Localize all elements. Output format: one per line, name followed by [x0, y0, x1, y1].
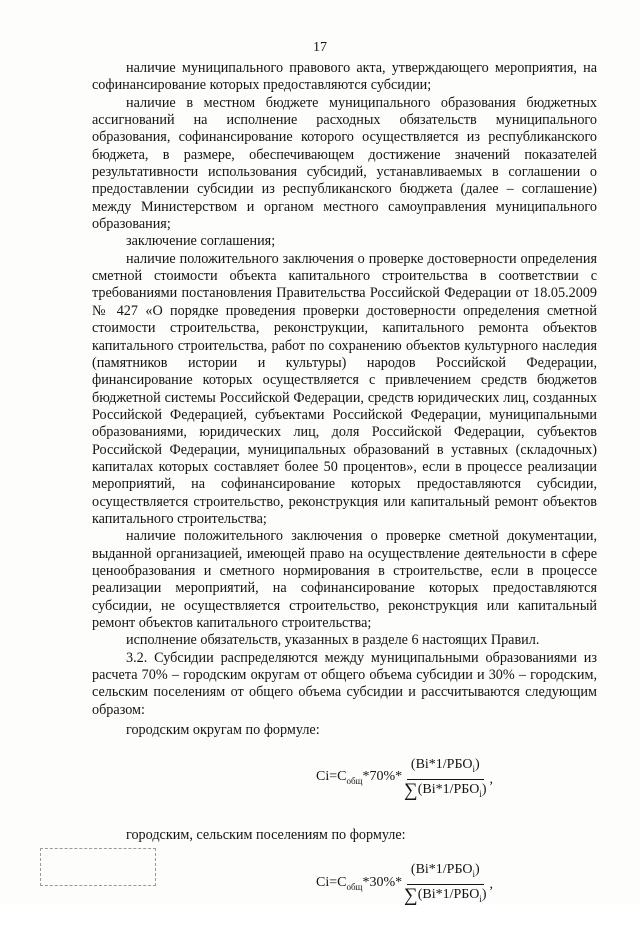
paragraph: исполнение обязательств, указанных в разделе 6 настоящих Правил.: [126, 632, 540, 649]
formula-urban-districts: $Ci=C_{общ}*70\%*$ $\frac{(Bi*1/РБО_i)}{\sum(Bi*1/РБО_i)}$ ,: [92, 753, 597, 805]
formula1-denominator: $\sum(Bi*1/РБО_i)$: [404, 779, 487, 801]
paragraph: наличие положительного заключения о проверке сметной документации, выданной организацией, имеющей право на осуществление деятельности в сфере ценообразования и сметного нормирования в строительстве, если в процессе реализации мероприятий, на софинансирование которых предоставляются субсидии, не осуществляется строительство, реконструкция или капитальный ремонт объектов капитального строительства;: [92, 528, 597, 631]
formula2-label: городским, сельским поселениям по формуле:: [126, 827, 406, 844]
formula-settlements: $Ci=C_{общ}*30\%*$ $\frac{(Bi*1/РБО_i)}{\sum(Bi*1/РБО_i)}$ ,: [92, 859, 597, 911]
formula1-numerator: $(Bi*1/РБО_i)$: [407, 756, 484, 780]
faded-stamp: [40, 848, 156, 886]
formula1-lhs: $Ci=C_{общ}*70\%*$: [315, 769, 403, 787]
formula2-lhs: $Ci=C_{общ}*30\%*$: [315, 874, 403, 892]
document-body: [92, 60, 597, 933]
formula2-numerator: $(Bi*1/РБО_i)$: [407, 861, 484, 885]
paragraph: заключение соглашения;: [126, 233, 276, 250]
formula2-fraction: [404, 861, 486, 908]
formula1-label: городским округам по формуле:: [126, 722, 320, 739]
paragraph: 3.2. Субсидии распределяются между муниципальными образованиями из расчета 70% – городским округам от общего объема субсидии и 30% – городским, сельским поселениям от общего объема субсидии и рассчитываются следующим образом:: [92, 649, 597, 718]
formula1-fraction: [404, 756, 486, 803]
page-number: 17: [313, 40, 327, 55]
paragraph: наличие муниципального правового акта, утверждающего мероприятия, на софинансирование которых предоставляются субсидии;: [92, 60, 597, 94]
paragraph: наличие положительного заключения о проверке достоверности определения сметной стоимости объекта капитального строительства в соответствии с требованиями постановления Правительства Российской Федерации от 18.05.2009 № 427 «О порядке проведения проверки достоверности определения сметной стоимости строительства, реконструкции, капитального ремонта объектов капитального строительства, работ по сохранению объектов культурного наследия (памятников истории и культуры) народов Российской Федерации, финансирование которых осуществляется с привлечением средств бюджетов бюджетной системы Российской Федерации, средств юридических лиц, созданных Российской Федерацией, субъектами Российской Федерации, муниципальными образованиями, юридических лиц, доля Российской Федерации, субъектов Российской Федерации, муниципальных образований в уставных (складочных) капиталах которых составляет более 50 процентов», если в процессе реализации мероприятий, на софинансирование которых предоставляются субсидии, осуществляется строительство, реконструкция или капитальный ремонт объектов капитального строительства;: [92, 250, 597, 527]
formula2-denominator: $\sum(Bi*1/РБО_i)$: [404, 885, 487, 907]
paragraph: наличие в местном бюджете муниципального образования бюджетных ассигнований на исполнение расходных обязательств муниципального образования, софинансирование которого осуществляется из республиканского бюджета, в размере, обеспечивающем достижение значений показателей результативности использования субсидий, устанавливаемых в соглашении о предоставлении субсидии из республиканского бюджета (далее – соглашение) между Министерством и органом местного самоуправления муниципального образования;: [92, 94, 597, 233]
